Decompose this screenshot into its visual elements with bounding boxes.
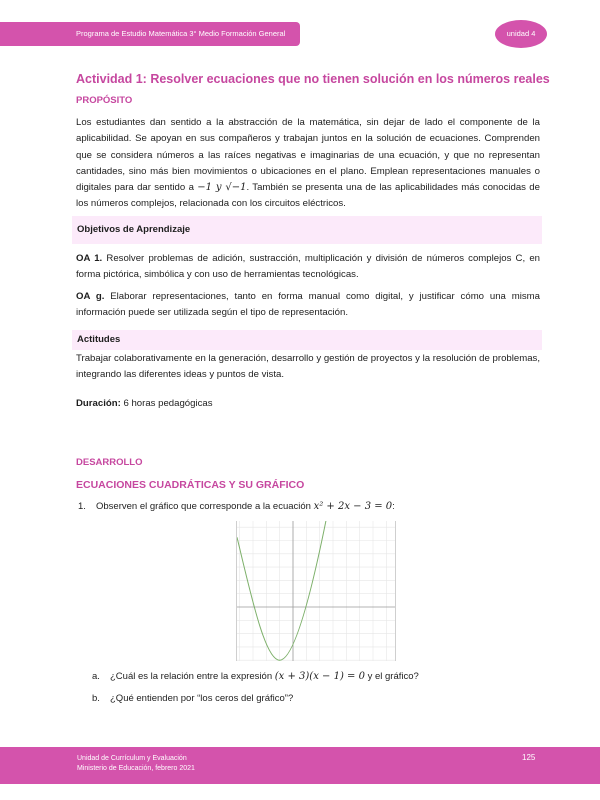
purpose-text: Los estudiantes dan sentido a la abstracción de la matemática, sin dejar de lado el componente de la aplicabilidad. Se apoyan en sus compañeros y trabajan juntos en la solución de ecuaciones. Comprenden que se considera números a las raíces negativas e imaginarias de una ecuación, y que no representan cantidades, sino más bien movimientos o ubicaciones en el plano. Emplean representaciones manuales o digitales para dar sentido a [76,117,540,194]
question-text: ¿Cuál es la relación entre la expresión [110,671,275,682]
purpose-paragraph [76,115,540,213]
development-subtitle: ECUACIONES CUADRÁTICAS Y SU GRÁFICO [76,479,305,491]
purpose-math: −1 y √−1 [197,182,247,194]
attitudes-header: Actitudes [72,330,542,350]
objectives-header: Objetivos de Aprendizaje [72,216,542,244]
objective-text: Resolver problemas de adición, sustracción, multiplicación y división de números complejos C, en forma pictórica, simbólica y con uso de herramientas tecnológicas. [76,253,540,281]
objective-code: OA 1. [76,253,103,264]
footer-bar [0,747,600,784]
question-letter: a. [92,671,100,682]
grid-lines [237,521,395,661]
objective-oa1 [76,251,540,284]
step-end: : [392,501,395,512]
purpose-text-end: . También se presenta una de las aplicabilidades más conocidas de los números complejos, relacionada con los circuitos eléctricos. [76,182,540,210]
question-b [92,693,293,704]
duration-value: 6 horas pedagógicas [120,398,213,409]
footer-line-2: Ministerio de Educación, febrero 2021 [77,765,195,772]
objective-code: OA g. [76,291,105,302]
page-number: 125 [522,753,536,762]
objective-oag [76,289,540,322]
header-bar [0,22,300,46]
unit-badge: unidad 4 [495,20,547,48]
step-number: 1. [78,501,86,512]
question-text-end: y el gráfico? [364,671,419,682]
development-label: DESARROLLO [76,457,143,468]
duration [76,396,540,412]
parabola-curve-smooth [237,521,326,660]
question-letter: b. [92,693,100,704]
program-title: Programa de Estudio Matemática 3° Medio Formación General [76,29,286,38]
purpose-label: PROPÓSITO [76,95,133,106]
footer-credits [77,754,195,774]
parabola-graph [236,521,396,661]
step-text: Observen el gráfico que corresponde a la ecuación [96,501,314,512]
graph-svg [237,521,395,661]
equation: x² + 2x − 3 = 0 [313,501,393,512]
activity-title: Actividad 1: Resolver ecuaciones que no tienen solución en los números reales [76,72,550,86]
footer-line-1: Unidad de Currículum y Evaluación [77,755,187,762]
attitudes-text: Trabajar colaborativamente en la generación, desarrollo y gestión de proyectos y la resolución de problemas, integrando las diferentes ideas y puntos de vista. [76,353,540,381]
step-1 [78,501,395,512]
question-text: ¿Qué entienden por “los ceros del gráfico”? [110,693,294,704]
question-a [92,671,419,682]
factored-expression: (x + 3)(x − 1) = 0 [274,671,365,682]
objective-text: Elaborar representaciones, tanto en forma manual como digital, y justificar cómo una misma información puede ser utilizada según el tipo de representación. [76,291,540,319]
duration-label: Duración: [76,398,121,409]
